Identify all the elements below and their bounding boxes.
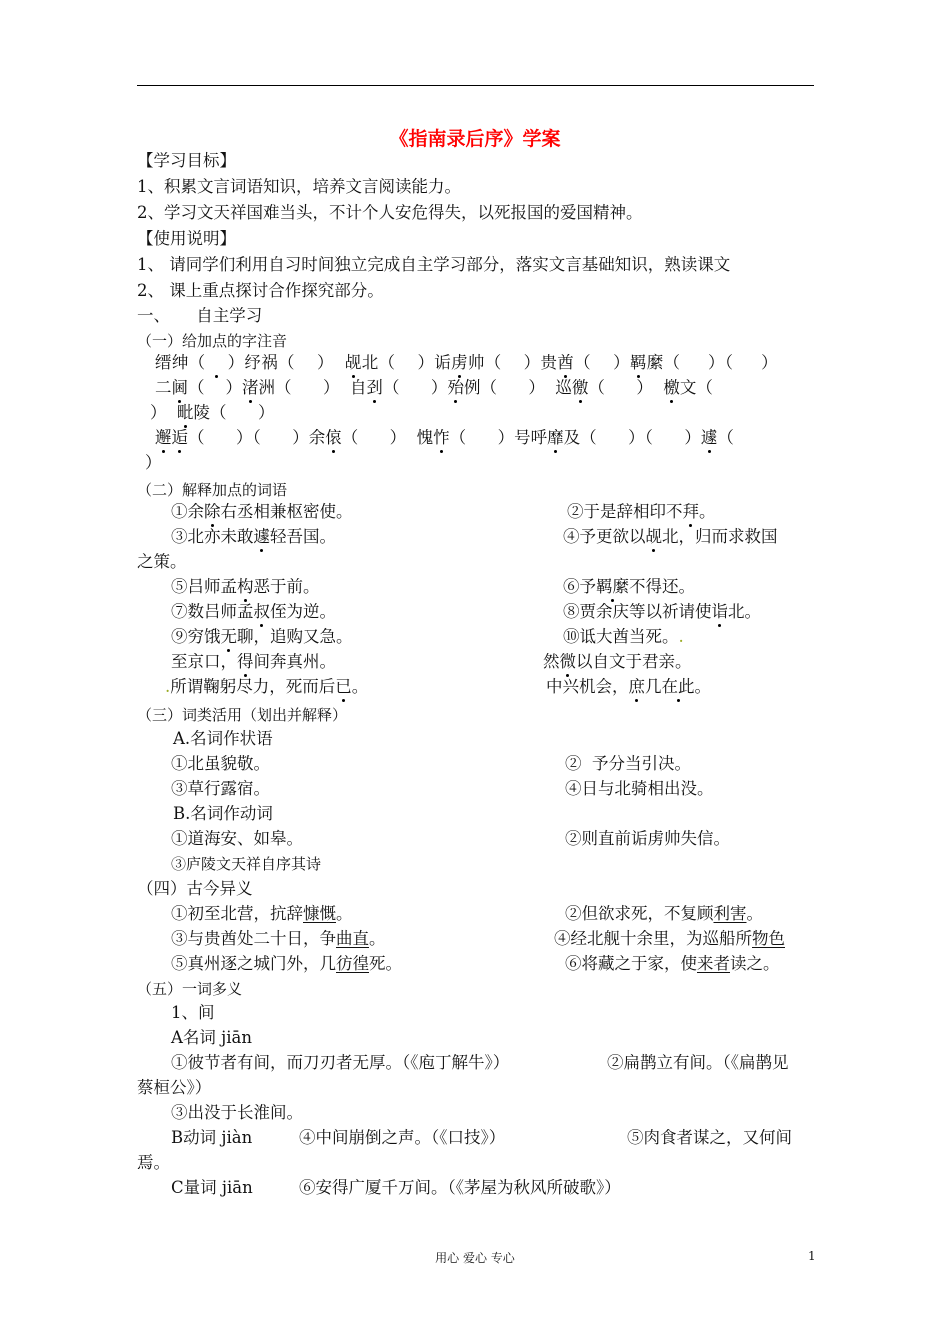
question: 然微以自文于君亲。 [543, 652, 692, 671]
pinyin-row: ） 毗陵（ ） [150, 403, 275, 422]
question: .所谓鞠躬尽力，死而后已。 [165, 677, 369, 696]
question: ④日与北骑相出没。 [565, 779, 714, 798]
question: ⑤肉食者谋之，又何间 [627, 1128, 792, 1147]
question: ⑤吕师孟构恶于前。 [171, 577, 320, 596]
usage-heading: 【使用说明】 [137, 229, 236, 248]
question: ①道海安、如皋。 [171, 829, 303, 848]
question-cont: 焉。 [137, 1153, 170, 1172]
question: ①初至北营，抗辞慷慨。 [171, 904, 353, 923]
question: ①余除右丞相兼枢密使。 [171, 502, 353, 521]
question: ③与贵酋处二十日，争曲直。 [171, 929, 386, 948]
question: ⑤真州逐之城门外，几彷徨死。 [171, 954, 402, 973]
page-title: 《指南录后序》学案 [389, 128, 561, 150]
question: ①北虽貌敬。 [171, 754, 270, 773]
question: ②于是辞相印不拜。 [567, 502, 716, 521]
part-heading: 一、 自主学习 [137, 306, 263, 325]
usage-item: 2、 课上重点探讨合作探究部分。 [137, 281, 384, 300]
question: ④经北舰十余里，为巡船所物色 [554, 929, 785, 948]
question: ⑥予羁縻不得还。 [563, 577, 695, 596]
question: ⑦数吕师孟叔侄为逆。 [171, 602, 336, 621]
pinyin-row: 二阃（ ）渚洲（ ） 自刭（ ）殆例（ ） 巡徼（ ） 檄文（ [155, 378, 713, 397]
question: ②但欲求死，不复顾利害。 [565, 904, 763, 923]
question: ⑩诋大酋当死。. [563, 627, 684, 646]
question: ②则直前诟虏帅失信。 [565, 829, 730, 848]
question: ④予更欲以觇北，归而求救国 [563, 527, 778, 546]
sub-label: B动词 jiàn [171, 1128, 253, 1147]
question: 至京口，得间奔真州。 [171, 652, 336, 671]
sub-label: C量词 jiān [171, 1178, 253, 1197]
page-footer: 用心 爱心 专心 [435, 1251, 515, 1265]
section-heading: （二）解释加点的词语 [137, 481, 288, 499]
word-label: 1、间 [171, 1003, 215, 1022]
section-heading: （四）古今异义 [137, 879, 253, 898]
usage-item: 1、 请同学们利用自习时间独立完成自主学习部分，落实文言基础知识，熟读课文 [137, 255, 731, 274]
goal-item: 2、学习文天祥国难当头，不计个人安危得失，以死报国的爱国精神。 [137, 203, 643, 222]
question: ③草行露宿。 [171, 779, 270, 798]
goals-heading: 【学习目标】 [137, 151, 236, 170]
question: ②扁鹊立有间。（《扁鹊见 [607, 1053, 789, 1072]
question: ④中间崩倒之声。（《口技》） [299, 1128, 506, 1147]
section-heading: （三）词类活用（划出并解释） [137, 706, 348, 724]
goal-item: 1、积累文言词语知识，培养文言阅读能力。 [137, 177, 461, 196]
question: ⑥将藏之于家，使来者读之。 [565, 954, 780, 973]
sub-label: A.名词作状语 [173, 729, 273, 748]
question: ③庐陵文天祥自序其诗 [171, 855, 322, 873]
pinyin-row: 缙绅（ ）纾祸（ ） 觇北（ ）诟虏帅（ ）贵酋（ ）羁縻（ ）（ ） [155, 353, 778, 372]
question: ⑧贾余庆等以祈请使诣北。 [563, 602, 761, 621]
question: ③北亦未敢遽轻吾国。 [171, 527, 336, 546]
question: ⑥安得广厦千万间。（《茅屋为秋风所破歌》） [299, 1178, 621, 1197]
question: ③出没于长淮间。 [171, 1103, 303, 1122]
section-heading: （一）给加点的字注音 [137, 332, 288, 350]
sub-label: B.名词作动词 [173, 804, 273, 823]
question: ①彼节者有间，而刀刃者无厚。（《庖丁解牛》） [171, 1053, 510, 1072]
page-number: 1 [808, 1249, 816, 1263]
pinyin-row: ） [145, 453, 162, 472]
question-cont: 蔡桓公》） [137, 1078, 212, 1097]
question: ⑨穷饿无聊，追购又急。 [171, 627, 353, 646]
question-cont: 之策。 [137, 552, 187, 571]
header-rule [137, 85, 814, 86]
question: 中兴机会，庶几在此。 [546, 677, 711, 696]
section-heading: （五）一词多义 [137, 980, 243, 998]
sub-label: A名词 jiān [171, 1028, 253, 1047]
question: ② 予分当引决。 [565, 754, 691, 773]
pinyin-row: 邂逅（ ）（ ）余偯（ ） 愧怍（ ）号呼靡及（ ）（ ）遽（ [155, 428, 734, 447]
